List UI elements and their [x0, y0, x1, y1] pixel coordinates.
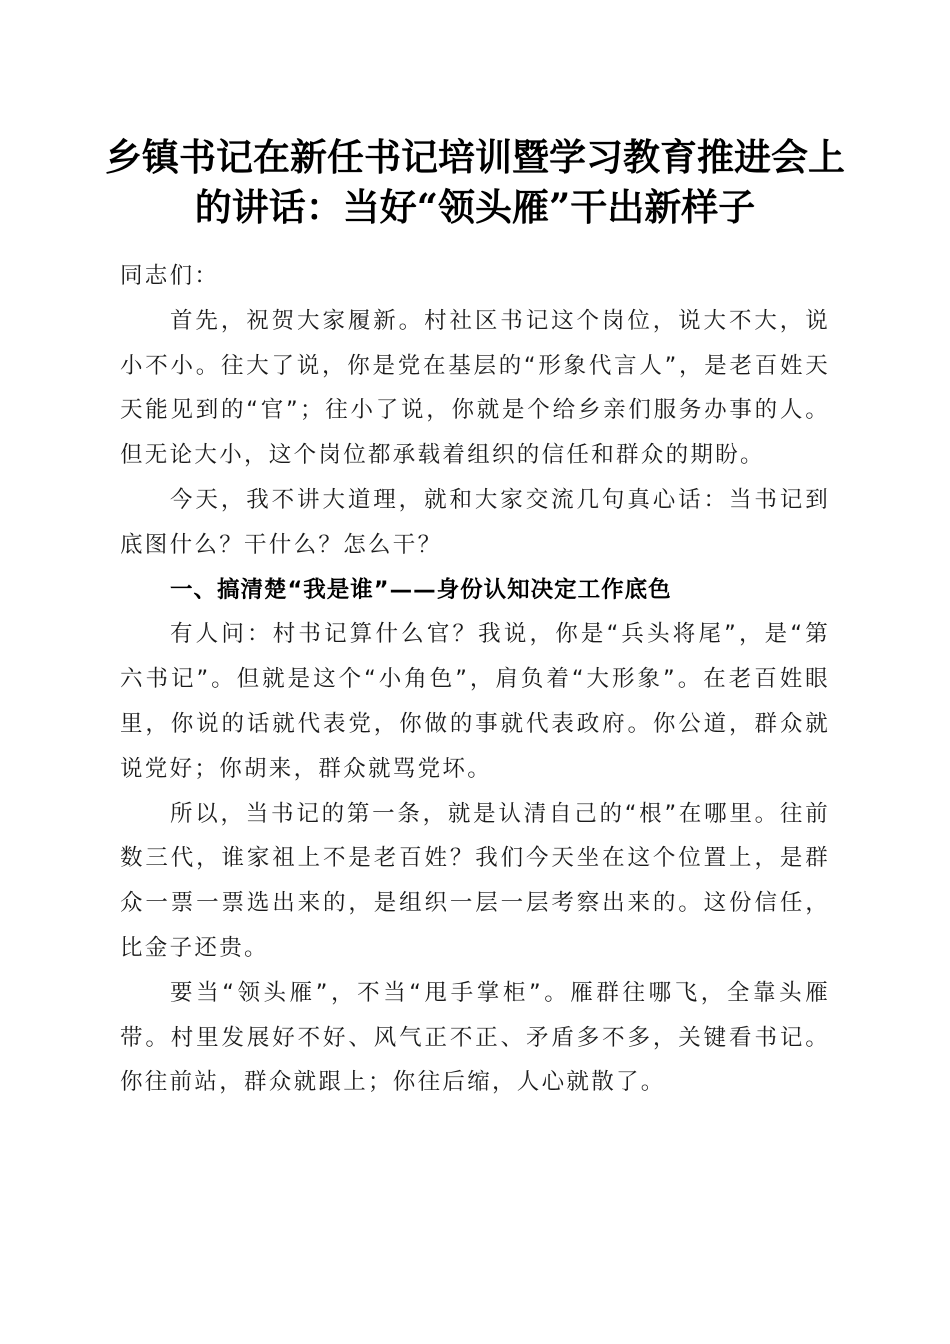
- paragraph-questions: 今天，我不讲大道理，就和大家交流几句真心话：当书记到底图什么？干什么？怎么干？: [120, 486, 830, 558]
- title-line-2: 的讲话：当好“领头雁”干出新样子: [194, 185, 756, 229]
- paragraph-identity: 有人问：村书记算什么官？我说，你是“兵头将尾”，是“第六书记”。但就是这个“小角色”，肩负着“大形象”。在老百姓眼里，你说的话就代表党，你做的事就代表政府。你公道，群众就说党好；你胡来，群众就骂党坏。: [120, 621, 830, 782]
- title-line-1: 乡镇书记在新任书记培训暨学习教育推进会上: [105, 135, 845, 179]
- paragraph-congratulations: 首先，祝贺大家履新。村社区书记这个岗位，说大不大，说小不小。往大了说，你是党在基层的“形象代言人”，是老百姓天天能见到的“官”；往小了说，你就是个给乡亲们服务办事的人。但无论大小，这个岗位都承载着组织的信任和群众的期盼。: [120, 307, 830, 469]
- paragraph-lead-goose: 要当“领头雁”，不当“甩手掌柜”。雁群往哪飞，全靠头雁带。村里发展好不好、风气正不正、矛盾多不多，关键看书记。你往前站，群众就跟上；你往后缩，人心就散了。: [120, 979, 830, 1096]
- document-body: [120, 254, 830, 1105]
- salutation: 同志们：: [120, 263, 220, 289]
- paragraph-roots: 所以，当书记的第一条，就是认清自己的“根”在哪里。往前数三代，谁家祖上不是老百姓？我们今天坐在这个位置上，是群众一票一票选出来的，是组织一层一层考察出来的。这份信任，比金子还贵。: [120, 800, 830, 961]
- document-title: [100, 132, 850, 232]
- section-heading-1: 一、搞清楚“我是谁”——身份认知决定工作底色: [170, 576, 672, 603]
